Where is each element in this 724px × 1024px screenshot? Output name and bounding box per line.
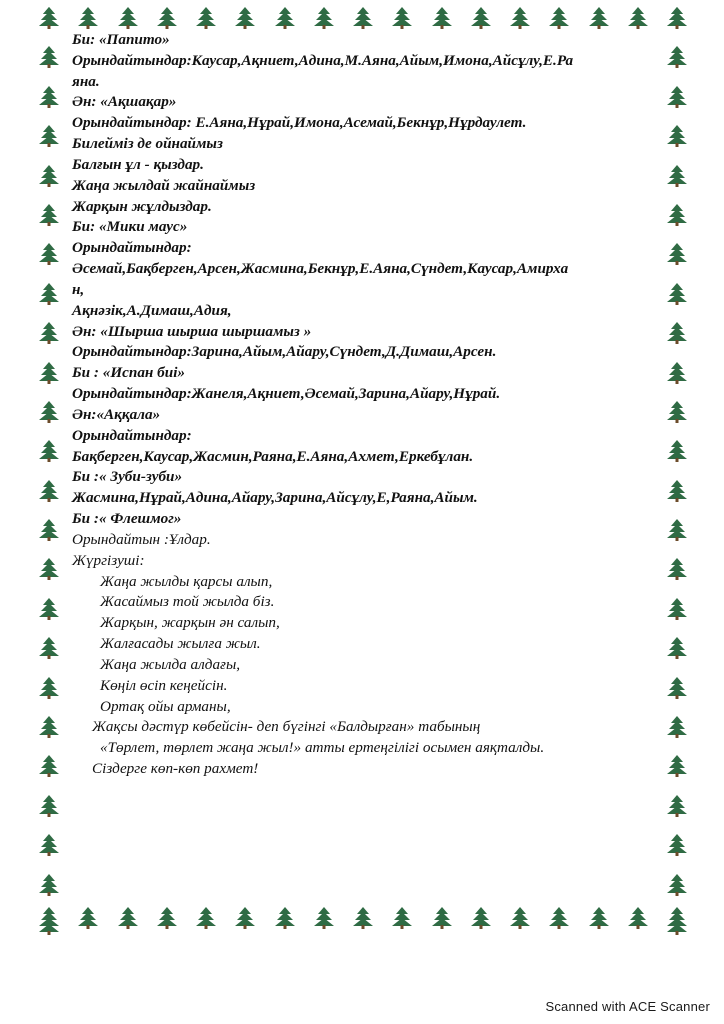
evergreen-tree-icon bbox=[38, 557, 60, 581]
evergreen-tree-icon bbox=[666, 676, 688, 700]
document-line: Жүргізуші: bbox=[72, 551, 145, 569]
document-line: Орындайтындар:Жанеля,Ақниет,Әсемай,Зарина,Айару,Нұрай. bbox=[72, 385, 501, 403]
evergreen-tree-icon bbox=[666, 439, 688, 463]
document-line: Ән: «Ақшақар» bbox=[72, 93, 177, 111]
evergreen-tree-icon bbox=[156, 6, 178, 30]
evergreen-tree-icon bbox=[666, 203, 688, 227]
document-line: Би: «Мики маус» bbox=[72, 218, 188, 236]
document-line: Әсемай,Бақберген,Арсен,Жасмина,Бекнұр,Е.Аяна,Сүндет,Каусар,Амирха bbox=[72, 260, 569, 278]
evergreen-tree-icon bbox=[431, 6, 453, 30]
evergreen-tree-icon bbox=[352, 906, 374, 930]
document-line: Ән:«Аққала» bbox=[72, 405, 161, 423]
evergreen-tree-icon bbox=[38, 6, 60, 30]
evergreen-tree-icon bbox=[588, 906, 610, 930]
evergreen-tree-icon bbox=[117, 906, 139, 930]
evergreen-tree-icon bbox=[666, 45, 688, 69]
evergreen-tree-icon bbox=[666, 85, 688, 109]
document-line: Жаңа жылда алдағы, bbox=[100, 655, 241, 673]
document-line: Жарқын жұлдыздар. bbox=[72, 197, 212, 215]
evergreen-tree-icon bbox=[352, 6, 374, 30]
evergreen-tree-icon bbox=[274, 6, 296, 30]
evergreen-tree-icon bbox=[431, 906, 453, 930]
document-line: Билейміз де ойнаймыз bbox=[72, 135, 223, 153]
evergreen-tree-icon bbox=[38, 597, 60, 621]
evergreen-tree-icon bbox=[470, 906, 492, 930]
document-body bbox=[72, 30, 647, 780]
document-line: Сіздерге көп-көп рахмет! bbox=[92, 759, 259, 777]
evergreen-tree-icon bbox=[627, 6, 649, 30]
document-line: Би :« Флешмог» bbox=[72, 510, 182, 528]
document-line: «Төрлет, төрлет жаңа жыл!» атты ертеңгілігі осымен аяқталды. bbox=[100, 739, 545, 757]
evergreen-tree-icon bbox=[117, 6, 139, 30]
evergreen-tree-icon bbox=[666, 321, 688, 345]
document-line: Жақсы дәстүр көбейсін- деп бүгінгі «Балдырған» табының bbox=[92, 718, 481, 736]
evergreen-tree-icon bbox=[666, 479, 688, 503]
evergreen-tree-icon bbox=[470, 6, 492, 30]
evergreen-tree-icon bbox=[666, 912, 688, 936]
evergreen-tree-icon bbox=[38, 164, 60, 188]
document-line: Орындайтындар:Зарина,Айым,Айару,Сүндет,Д.Димаш,Арсен. bbox=[72, 343, 497, 361]
evergreen-tree-icon bbox=[234, 6, 256, 30]
evergreen-tree-icon bbox=[666, 164, 688, 188]
evergreen-tree-icon bbox=[391, 906, 413, 930]
evergreen-tree-icon bbox=[666, 715, 688, 739]
evergreen-tree-icon bbox=[313, 906, 335, 930]
document-line: яна. bbox=[72, 72, 100, 90]
evergreen-tree-icon bbox=[666, 282, 688, 306]
evergreen-tree-icon bbox=[666, 597, 688, 621]
evergreen-tree-icon bbox=[666, 400, 688, 424]
document-line: Жасаймыз той жылда біз. bbox=[100, 593, 275, 611]
evergreen-tree-icon bbox=[274, 906, 296, 930]
evergreen-tree-icon bbox=[666, 518, 688, 542]
document-line: Би: «Папито» bbox=[72, 31, 170, 48]
tree-border-right bbox=[666, 6, 688, 936]
evergreen-tree-icon bbox=[313, 6, 335, 30]
evergreen-tree-icon bbox=[666, 361, 688, 385]
evergreen-tree-icon bbox=[666, 833, 688, 857]
tree-border-bottom bbox=[38, 906, 688, 930]
evergreen-tree-icon bbox=[38, 715, 60, 739]
evergreen-tree-icon bbox=[38, 794, 60, 818]
evergreen-tree-icon bbox=[156, 906, 178, 930]
evergreen-tree-icon bbox=[666, 6, 688, 30]
evergreen-tree-icon bbox=[38, 361, 60, 385]
document-line: Би :« Зуби-зуби» bbox=[72, 468, 183, 486]
evergreen-tree-icon bbox=[195, 6, 217, 30]
evergreen-tree-icon bbox=[666, 557, 688, 581]
document-line: Бақберген,Каусар,Жасмин,Раяна,Е.Аяна,Ахмет,Еркебұлан. bbox=[72, 447, 474, 465]
document-line: Орындайтын :Ұлдар. bbox=[72, 530, 211, 548]
evergreen-tree-icon bbox=[38, 479, 60, 503]
evergreen-tree-icon bbox=[588, 6, 610, 30]
evergreen-tree-icon bbox=[234, 906, 256, 930]
evergreen-tree-icon bbox=[77, 906, 99, 930]
document-line: Жалғасады жылға жыл. bbox=[100, 635, 261, 653]
evergreen-tree-icon bbox=[38, 45, 60, 69]
evergreen-tree-icon bbox=[38, 400, 60, 424]
evergreen-tree-icon bbox=[38, 636, 60, 660]
evergreen-tree-icon bbox=[666, 242, 688, 266]
evergreen-tree-icon bbox=[38, 321, 60, 345]
evergreen-tree-icon bbox=[38, 124, 60, 148]
document-line: Жасмина,Нұрай,Адина,Айару,Зарина,Айсұлу,Е,Раяна,Айым. bbox=[72, 489, 478, 507]
evergreen-tree-icon bbox=[627, 906, 649, 930]
evergreen-tree-icon bbox=[666, 636, 688, 660]
document-line: Жаңа жылды қарсы алып, bbox=[100, 572, 273, 590]
document-line: Орындайтындар: bbox=[72, 426, 192, 444]
evergreen-tree-icon bbox=[38, 873, 60, 897]
evergreen-tree-icon bbox=[548, 906, 570, 930]
document-line: Ортақ ойы арманы, bbox=[100, 697, 231, 715]
evergreen-tree-icon bbox=[666, 873, 688, 897]
document-line: Би : «Испан биі» bbox=[72, 364, 186, 382]
evergreen-tree-icon bbox=[38, 439, 60, 463]
evergreen-tree-icon bbox=[666, 754, 688, 778]
evergreen-tree-icon bbox=[38, 85, 60, 109]
tree-border-top bbox=[38, 6, 688, 30]
tree-border-left bbox=[38, 6, 60, 936]
evergreen-tree-icon bbox=[666, 124, 688, 148]
evergreen-tree-icon bbox=[38, 833, 60, 857]
document-line: Жарқын, жарқын ән салып, bbox=[100, 614, 280, 632]
document-line: н, bbox=[72, 280, 85, 298]
evergreen-tree-icon bbox=[195, 906, 217, 930]
document-line: Ақнәзік,А.Димаш,Адия, bbox=[72, 301, 232, 319]
evergreen-tree-icon bbox=[38, 754, 60, 778]
evergreen-tree-icon bbox=[38, 242, 60, 266]
document-line: Ән: «Шырша шырша шыршамыз » bbox=[72, 322, 312, 340]
evergreen-tree-icon bbox=[38, 676, 60, 700]
evergreen-tree-icon bbox=[509, 6, 531, 30]
evergreen-tree-icon bbox=[548, 6, 570, 30]
evergreen-tree-icon bbox=[38, 912, 60, 936]
evergreen-tree-icon bbox=[509, 906, 531, 930]
document-line: Орындайтындар: bbox=[72, 239, 192, 257]
scanner-watermark: Scanned with ACE Scanner bbox=[545, 999, 710, 1014]
evergreen-tree-icon bbox=[38, 203, 60, 227]
document-line: Балғын ұл - қыздар. bbox=[72, 155, 204, 173]
evergreen-tree-icon bbox=[391, 6, 413, 30]
evergreen-tree-icon bbox=[666, 794, 688, 818]
document-line: Орындайтындар:Каусар,Ақниет,Адина,М.Аяна,Айым,Имона,Айсұлу,Е.Ра bbox=[72, 51, 574, 69]
evergreen-tree-icon bbox=[77, 6, 99, 30]
evergreen-tree-icon bbox=[38, 518, 60, 542]
document-line: Көңіл өсіп кеңейсін. bbox=[100, 676, 228, 694]
document-line: Орындайтындар: Е.Аяна,Нұрай,Имона,Асемай,Бекнұр,Нұрдаулет. bbox=[72, 114, 527, 132]
document-line: Жаңа жылдай жайнаймыз bbox=[72, 176, 256, 194]
evergreen-tree-icon bbox=[38, 282, 60, 306]
